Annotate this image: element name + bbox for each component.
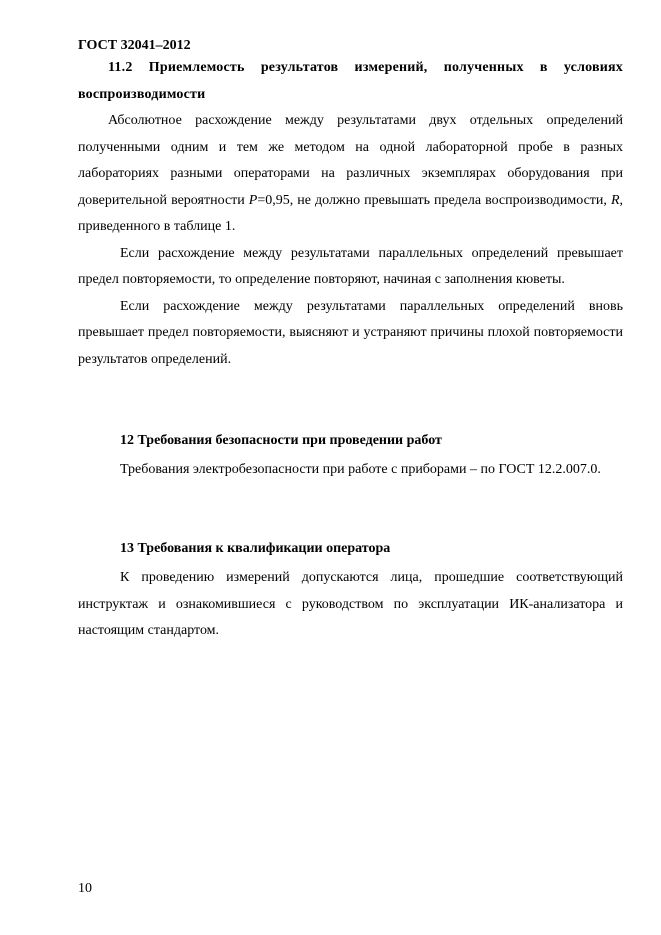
- section-11-2-paragraph-2: Если расхождение между результатами параллельных определений превышает предел повторяемости, то определение повторяют, начиная с заполнения кюветы.: [78, 245, 623, 287]
- section-11-2-title: 11.2 Приемлемость результатов измерений, полученных в условиях воспроизводимости: [78, 60, 623, 102]
- section-11-2-paragraph-1: [78, 108, 623, 241]
- document-code-header: ГОСТ 32041–2012: [78, 38, 191, 53]
- section-12: [78, 457, 623, 484]
- paragraph-text: , приведенного в таблице 1.: [78, 192, 623, 234]
- section-13-paragraph: К проведению измерений допускаются лица, прошедшие соответствующий инструктаж и ознакомившиеся с руководством по эксплуатации ИК-анализатора и настоящим стандартом.: [78, 570, 623, 638]
- page-number: 10: [78, 881, 92, 896]
- section-11-2-paragraph-3: Если расхождение между результатами параллельных определений вновь превышает предел повторяемости, выясняют и устраняют причины плохой повторяемости результатов определений.: [78, 298, 623, 367]
- paragraph-text: Абсолютное расхождение между результатами двух отдельных определений полученными одним и тем же методом на одной лабораторной пробе в разных лабораториях разными операторами на различных экземплярах оборудования при доверительной вероятности: [78, 113, 623, 208]
- variable-r: R: [610, 192, 620, 208]
- section-13-title: 13 Требования к квалификации оператора: [120, 541, 391, 556]
- section-12-paragraph: Требования электробезопасности при работе с приборами – по ГОСТ 12.2.007.0.: [120, 462, 601, 477]
- section-12-title: 12 Требования безопасности при проведении работ: [120, 433, 442, 448]
- section-13: [78, 565, 623, 645]
- paragraph-text: =0,95, не должно превышать предела воспроизводимости,: [257, 192, 611, 208]
- variable-p: P: [248, 192, 258, 208]
- section-11-2: [78, 55, 623, 373]
